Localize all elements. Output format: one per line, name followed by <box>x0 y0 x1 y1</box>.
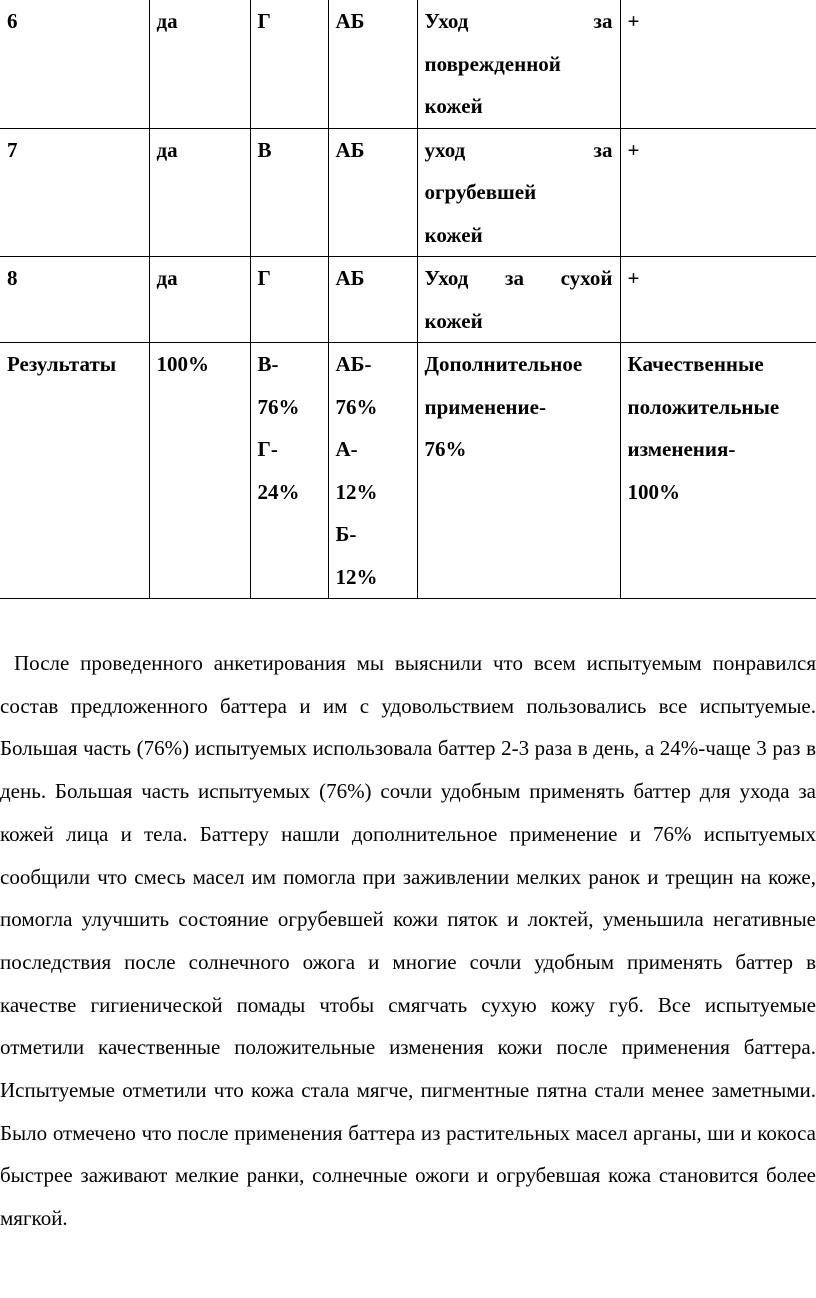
cell-text-line: 76% <box>257 394 300 419</box>
cell-text-line: изменения- <box>627 437 736 461</box>
table-row <box>0 257 816 343</box>
table-row <box>0 0 816 128</box>
cell-result: + <box>620 0 816 128</box>
cell-text-line: 100% <box>627 479 680 504</box>
cell-frequency: Г <box>250 257 328 343</box>
cell-result: + <box>620 128 816 257</box>
cell-extra-use <box>417 128 620 257</box>
cell-text-line: кожей <box>424 222 483 247</box>
cell-text-line: уход за <box>424 137 613 162</box>
cell-text-line: огрубевшей <box>424 180 537 204</box>
cell-usage: АБ <box>328 257 417 343</box>
cell-text-line: Качественные <box>627 352 764 376</box>
cell-number: 8 <box>0 257 149 343</box>
results-percent: 100% <box>149 343 250 599</box>
cell-extra-use <box>417 0 620 128</box>
survey-results-table <box>0 0 816 599</box>
cell-text-line: 76% <box>424 437 467 461</box>
cell-text-line: В- <box>257 352 279 376</box>
cell-text-line: АБ- <box>335 352 372 376</box>
cell-text-line: Б- <box>335 522 357 546</box>
cell-text-line: 24% <box>257 479 300 504</box>
cell-text-line: положительные <box>627 394 780 419</box>
cell-answer: да <box>149 257 250 343</box>
cell-text-line: Уход за <box>424 9 613 33</box>
cell-text-line: 12% <box>335 564 378 589</box>
cell-text-line: Г- <box>257 437 278 461</box>
conclusion-paragraph: После проведенного анкетирования мы выяснили что всем испытуемым понравился состав предложенного баттера и им с удовольствием пользовались все испытуемые. Большая часть (76%) испытуемых использовала баттер 2-3 раза в день, а 24%-чаще 3 раз в день. Большая часть испытуемых (76%) сочли удобным применять баттер для ухода за кожей лица и тела. Баттеру нашли дополнительное применение и 76% испытуемых сообщили что смесь масел им помогла при заживлении мелких ранок и трещин на коже, помогла улучшить состояние огрубевшей кожи пяток и локтей, уменьшила негативные последствия после солнечного ожога и многие сочли удобным применять баттер в качестве гигиенической помады чтобы смягчать сухую кожу губ. Все испытуемые отметили качественные положительные изменения кожи после применения баттера. Испытуемые отметили что кожа стала мягче, пигментные пятна стали менее заметными. Было отмечено что после применения баттера из растительных масел арганы, ши и кокоса быстрее заживают мелкие ранки, солнечные ожоги и огрубевшая кожа становится более мягкой. <box>0 651 816 1231</box>
cell-answer: да <box>149 128 250 257</box>
cell-text-line: Дополнительное <box>424 352 583 376</box>
cell-frequency: Г <box>250 0 328 128</box>
cell-answer: да <box>149 0 250 128</box>
cell-result: + <box>620 257 816 343</box>
cell-text-line: применение- <box>424 394 546 419</box>
results-usage <box>328 343 417 599</box>
cell-text-line: поврежденной <box>424 51 561 76</box>
cell-text-line: А- <box>335 437 358 461</box>
table-row <box>0 128 816 257</box>
cell-text-line: Уход за сухой <box>424 266 613 290</box>
cell-text-line: кожей <box>424 94 483 118</box>
cell-extra-use <box>417 257 620 343</box>
cell-text-line: 12% <box>335 479 378 504</box>
cell-text-line: 76% <box>335 394 378 419</box>
cell-number: 6 <box>0 0 149 128</box>
results-label: Результаты <box>0 343 149 599</box>
cell-usage: АБ <box>328 128 417 257</box>
results-frequency <box>250 343 328 599</box>
results-extra-use <box>417 343 620 599</box>
cell-frequency: В <box>250 128 328 257</box>
cell-number: 7 <box>0 128 149 257</box>
cell-text-line: кожей <box>424 308 483 333</box>
cell-usage: АБ <box>328 0 417 128</box>
results-row <box>0 343 816 599</box>
results-quality <box>620 343 816 599</box>
